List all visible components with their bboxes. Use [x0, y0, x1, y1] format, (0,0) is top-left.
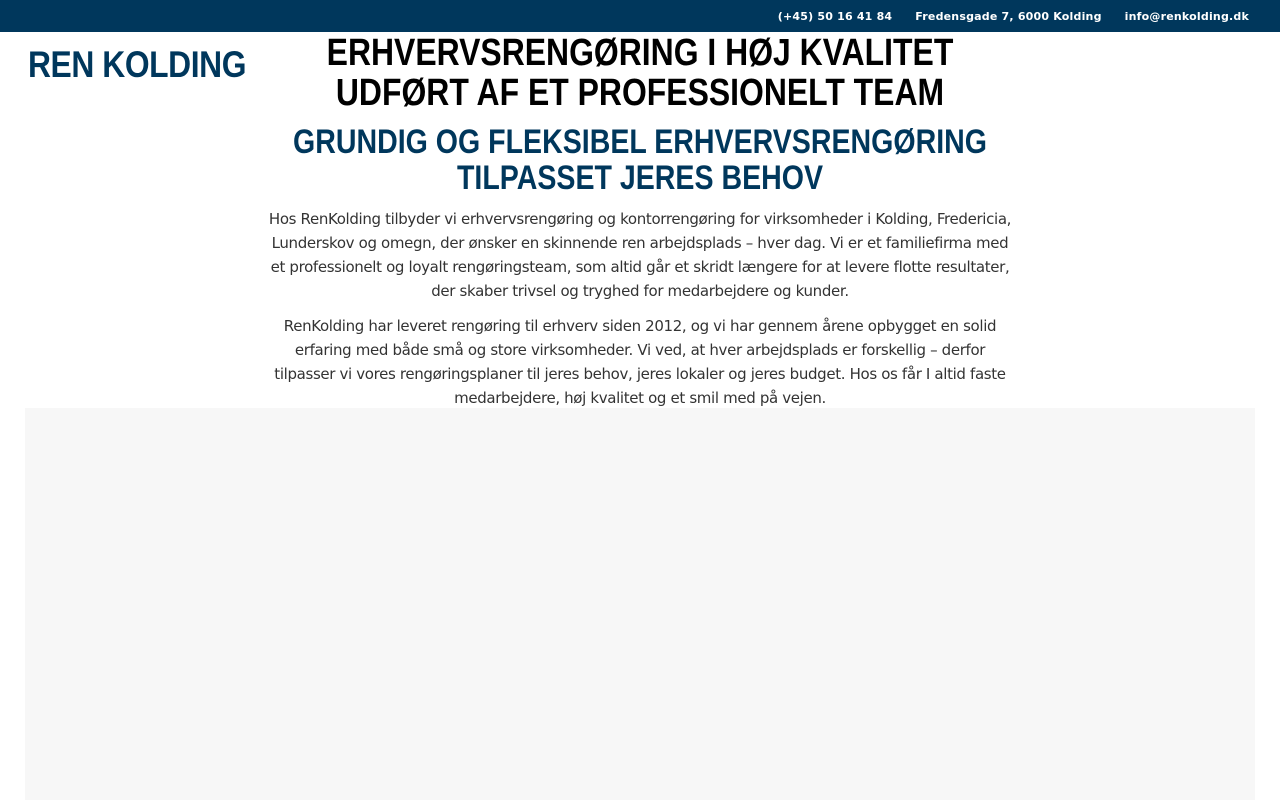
phone-link[interactable]: (+45) 50 16 41 84: [777, 9, 893, 23]
image-placeholder-panel: [25, 408, 1255, 800]
email-link[interactable]: info@renkolding.dk: [1124, 9, 1249, 23]
intro-paragraph: Hos RenKolding tilbyder vi erhvervsrengøring og kontorrengøring for virksomheder i Kolding, Fredericia, Lunderskov og omegn, der ønsker en skinnende ren arbejdsplads – hver dag. Vi er et familiefirma med et professionelt og loyalt rengøringsteam, som altid går et skridt længere for at levere flotte resultater, der skaber trivsel og tryghed for medarbejdere og kunder.: [268, 210, 1012, 300]
site-logo[interactable]: REN KOLDING: [28, 44, 247, 85]
page-title: ERHVERVSRENGØRING I HØJ KVALITET UDFØRT AF ET PROFESSIONELT TEAM: [326, 32, 954, 114]
top-contact-bar: [0, 0, 1280, 32]
page-subtitle: GRUNDIG OG FLEKSIBEL ERHVERVSRENGØRING TILPASSET JERES BEHOV: [293, 123, 987, 197]
address-link[interactable]: Fredensgade 7, 6000 Kolding: [915, 9, 1102, 23]
main-content: [265, 32, 1015, 410]
experience-paragraph: RenKolding har leveret rengøring til erhverv siden 2012, og vi har gennem årene opbygget en solid erfaring med både små og store virksomheder. Vi ved, at hver arbejdsplads er forskellig – derfor tilpasser vi vores rengøringsplaner til jeres behov, jeres lokaler og jeres budget. Hos os får I altid faste medarbejdere, høj kvalitet og et smil med på vejen.: [274, 317, 1006, 407]
